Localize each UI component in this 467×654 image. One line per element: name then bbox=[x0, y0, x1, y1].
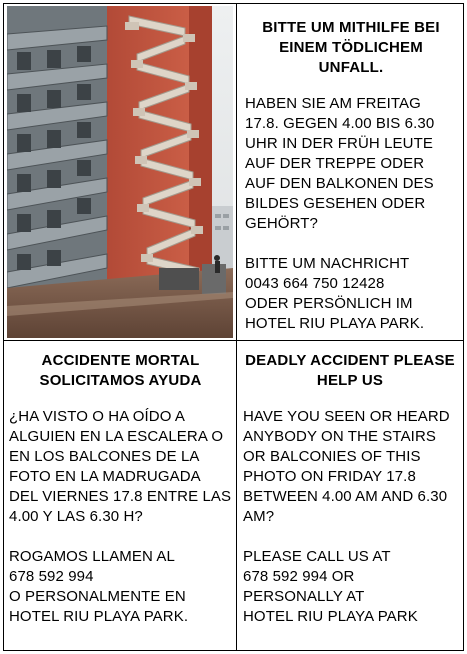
english-heading: DEADLY ACCIDENT PLEASE HELP US bbox=[245, 352, 455, 389]
german-contact: BITTE UM NACHRICHT 0043 664 750 12428 ODER PERSÖNLICH IM HOTEL RIU PLAYA PARK. bbox=[245, 255, 425, 332]
german-heading: BITTE UM MITHILFE BEI EINEM TÖDLICHEM UNFALL. bbox=[262, 19, 440, 76]
flyer bbox=[3, 3, 464, 651]
spanish-heading: ACCIDENTE MORTAL SOLICITAMOS AYUDA bbox=[39, 352, 202, 389]
english-contact: PLEASE CALL US AT 678 592 994 OR PERSONALLY AT HOTEL RIU PLAYA PARK bbox=[243, 548, 418, 625]
german-notice bbox=[237, 4, 463, 341]
spanish-notice bbox=[4, 341, 237, 650]
german-question: HABEN SIE AM FREITAG 17.8. GEGEN 4.00 BIS 6.30 UHR IN DER FRÜH LEUTE AUF DER TREPPE ODER AUF DEN BALKONEN DES BILDES GESEHEN ODER GEHÖRT? bbox=[245, 95, 435, 232]
english-question: HAVE YOU SEEN OR HEARD ANYBODY ON THE STAIRS OR BALCONIES OF THIS PHOTO ON FRIDAY 17.8 BETWEEN 4.00 AM AND 6.30 AM? bbox=[243, 408, 450, 525]
spanish-contact: ROGAMOS LLAMEN AL 678 592 994 O PERSONALMENTE EN HOTEL RIU PLAYA PARK. bbox=[9, 548, 189, 625]
building-photo bbox=[7, 6, 233, 338]
spanish-question: ¿HA VISTO O HA OÍDO A ALGUIEN EN LA ESCALERA O EN LOS BALCONES DE LA FOTO EN LA MADRUGADA DEL VIERNES 17.8 ENTRE LAS 4.00 Y LAS 6.30 H? bbox=[9, 408, 232, 525]
photo-cell bbox=[4, 4, 237, 341]
english-notice bbox=[237, 341, 463, 650]
